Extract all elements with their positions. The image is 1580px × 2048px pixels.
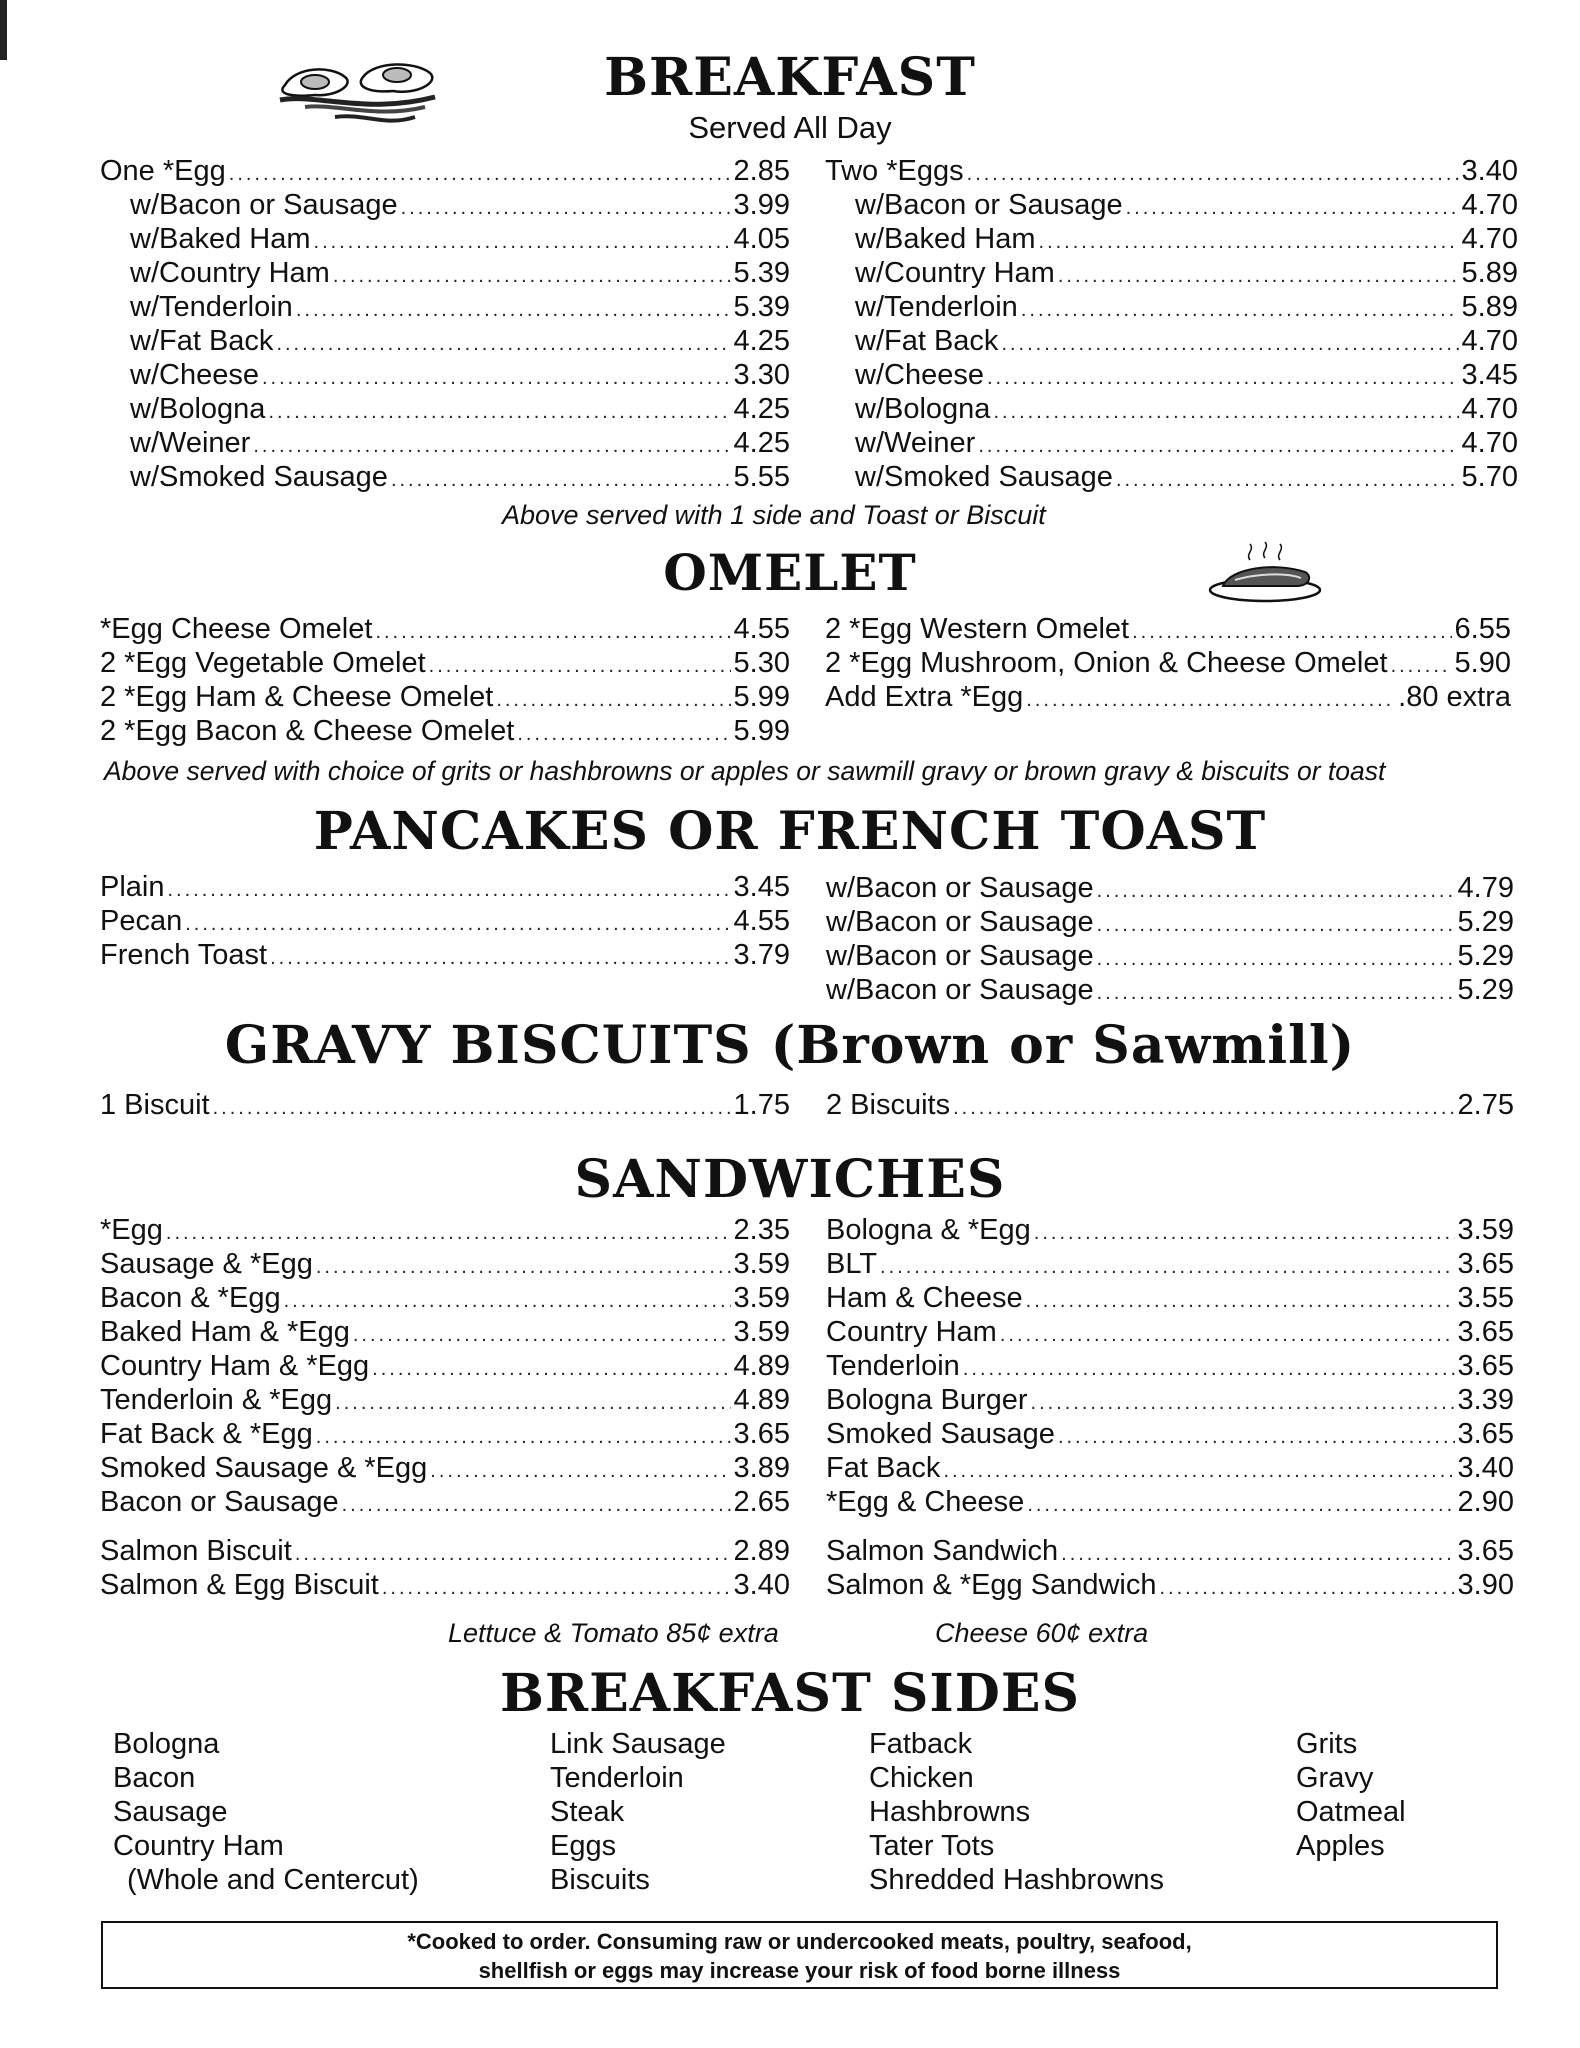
pancakes-right-column <box>826 871 1514 1007</box>
menu-item: French Toast ..... 3.79 <box>100 938 790 972</box>
sides-column-3 <box>869 1727 1164 1897</box>
menu-item: w/Bacon or Sausage ..... 3.99 <box>100 188 790 222</box>
menu-item: Plain ..... 3.45 <box>100 870 790 904</box>
sides-column-4 <box>1296 1727 1406 1863</box>
cheese-note: Cheese 60¢ extra <box>935 1618 1149 1648</box>
menu-item: w/Fat Back ..... 4.25 <box>100 324 790 358</box>
menu-item: w/Smoked Sausage ..... 5.55 <box>100 460 790 494</box>
menu-item: 2 Biscuits ..... 2.75 <box>826 1088 1514 1122</box>
sandwiches-right-column <box>826 1213 1514 1519</box>
side-item: Bologna <box>113 1728 220 1760</box>
side-item: Eggs <box>550 1830 617 1862</box>
food-safety-warning <box>101 1921 1498 1989</box>
warning-line-1: *Cooked to order. Consuming raw or undercooked meats, poultry, seafood, <box>407 1929 1192 1954</box>
menu-item: Tenderloin & *Egg ..... 4.89 <box>100 1383 790 1417</box>
menu-item: Bologna Burger ..... 3.39 <box>826 1383 1514 1417</box>
gravy-left-column <box>100 1088 790 1122</box>
sandwiches-left-column <box>100 1213 790 1519</box>
menu-item: Fat Back ..... 3.40 <box>826 1451 1514 1485</box>
menu-item: w/Tenderloin ..... 5.39 <box>100 290 790 324</box>
side-item: Apples <box>1296 1830 1385 1862</box>
omelet-title: OMELET <box>663 543 917 602</box>
menu-item: w/Cheese ..... 3.30 <box>100 358 790 392</box>
menu-item: w/Weiner ..... 4.25 <box>100 426 790 460</box>
menu-item: One *Egg ..... 2.85 <box>100 154 790 188</box>
gravy-right-column <box>826 1088 1514 1122</box>
menu-item: Smoked Sausage ..... 3.65 <box>826 1417 1514 1451</box>
sides-column-2 <box>550 1727 726 1897</box>
side-item: Chicken <box>869 1762 974 1794</box>
breakfast-sides-title: BREAKFAST SIDES <box>499 1663 1081 1724</box>
salmon-right-column <box>826 1534 1514 1602</box>
side-item: Grits <box>1296 1728 1358 1760</box>
menu-item: 2 *Egg Bacon & Cheese Omelet ..... 5.99 <box>100 714 790 748</box>
menu-item: Add Extra *Egg ..... .80 extra <box>825 680 1511 714</box>
menu-item: w/Bacon or Sausage ..... 5.29 <box>826 939 1514 973</box>
menu-item: Salmon Biscuit ..... 2.89 <box>100 1534 790 1568</box>
side-item: Tenderloin <box>550 1762 684 1794</box>
lettuce-tomato-note: Lettuce & Tomato 85¢ extra <box>448 1618 779 1648</box>
menu-item: Fat Back & *Egg ..... 3.65 <box>100 1417 790 1451</box>
menu-item: 2 *Egg Mushroom, Onion & Cheese Omelet ..... 5.90 <box>825 646 1511 680</box>
menu-item: w/Tenderloin ..... 5.89 <box>825 290 1518 324</box>
menu-item: w/Bologna ..... 4.70 <box>825 392 1518 426</box>
side-item: Bacon <box>113 1762 196 1794</box>
menu-item: Baked Ham & *Egg ..... 3.59 <box>100 1315 790 1349</box>
side-item: (Whole and Centercut) <box>127 1864 419 1896</box>
omelet-note: Above served with choice of grits or hashbrowns or apples or sawmill gravy or brown gravy & biscuits or toast <box>104 756 1386 786</box>
menu-item: w/Smoked Sausage ..... 5.70 <box>825 460 1518 494</box>
side-item: Country Ham <box>113 1830 284 1862</box>
menu-item: w/Cheese ..... 3.45 <box>825 358 1518 392</box>
menu-item: 2 *Egg Western Omelet ..... 6.55 <box>825 612 1511 646</box>
menu-item: w/Bacon or Sausage ..... 4.79 <box>826 871 1514 905</box>
menu-item: w/Baked Ham ..... 4.05 <box>100 222 790 256</box>
menu-item: Smoked Sausage & *Egg ..... 3.89 <box>100 1451 790 1485</box>
side-item: Tater Tots <box>869 1830 995 1862</box>
menu-item: w/Country Ham ..... 5.89 <box>825 256 1518 290</box>
menu-item: w/Fat Back ..... 4.70 <box>825 324 1518 358</box>
menu-item: w/Bologna ..... 4.25 <box>100 392 790 426</box>
omelet-left-column <box>100 612 790 748</box>
side-item: Steak <box>550 1796 625 1828</box>
menu-item: Salmon & Egg Biscuit ..... 3.40 <box>100 1568 790 1602</box>
side-item: Biscuits <box>550 1864 650 1896</box>
sides-column-1 <box>113 1727 419 1897</box>
menu-item: Bacon & *Egg ..... 3.59 <box>100 1281 790 1315</box>
menu-item: Pecan ..... 4.55 <box>100 904 790 938</box>
menu-item: w/Baked Ham ..... 4.70 <box>825 222 1518 256</box>
breakfast-title: BREAKFAST <box>604 47 976 108</box>
salmon-left-column <box>100 1534 790 1602</box>
breakfast-note: Above served with 1 side and Toast or Biscuit <box>502 500 1046 530</box>
warning-line-2: shellfish or eggs may increase your risk of food borne illness <box>478 1958 1121 1983</box>
breakfast-subtitle: Served All Day <box>688 110 892 145</box>
menu-item: Country Ham ..... 3.65 <box>826 1315 1514 1349</box>
gravy-biscuits-title: GRAVY BISCUITS (Brown or Sawmill) <box>224 1015 1356 1076</box>
menu-item: Bacon or Sausage ..... 2.65 <box>100 1485 790 1519</box>
menu-item: w/Bacon or Sausage ..... 4.70 <box>825 188 1518 222</box>
menu-item: w/Country Ham ..... 5.39 <box>100 256 790 290</box>
menu-item: 2 *Egg Ham & Cheese Omelet ..... 5.99 <box>100 680 790 714</box>
menu-item: w/Weiner ..... 4.70 <box>825 426 1518 460</box>
sandwiches-title: SANDWICHES <box>574 1149 1006 1210</box>
breakfast-left-column <box>100 154 790 494</box>
menu-item: BLT ..... 3.65 <box>826 1247 1514 1281</box>
pancakes-title: PANCAKES OR FRENCH TOAST <box>313 801 1267 862</box>
edge-mark <box>0 0 7 60</box>
menu-item: 1 Biscuit ..... 1.75 <box>100 1088 790 1122</box>
menu-item: *Egg Cheese Omelet ..... 4.55 <box>100 612 790 646</box>
omelet-plate-icon <box>1205 540 1325 606</box>
menu-item: Tenderloin ..... 3.65 <box>826 1349 1514 1383</box>
menu-item: Salmon Sandwich ..... 3.65 <box>826 1534 1514 1568</box>
side-item: Gravy <box>1296 1762 1374 1794</box>
omelet-right-column <box>825 612 1511 714</box>
menu-item: *Egg & Cheese ..... 2.90 <box>826 1485 1514 1519</box>
side-item: Shredded Hashbrowns <box>869 1864 1165 1896</box>
menu-item: w/Bacon or Sausage ..... 5.29 <box>826 973 1514 1007</box>
menu-item: Country Ham & *Egg ..... 4.89 <box>100 1349 790 1383</box>
menu-item: w/Bacon or Sausage ..... 5.29 <box>826 905 1514 939</box>
menu-item: Sausage & *Egg ..... 3.59 <box>100 1247 790 1281</box>
breakfast-right-column <box>825 154 1518 494</box>
menu-item: Bologna & *Egg ..... 3.59 <box>826 1213 1514 1247</box>
pancakes-left-column <box>100 870 790 972</box>
menu-item: *Egg ..... 2.35 <box>100 1213 790 1247</box>
side-item: Hashbrowns <box>869 1796 1031 1828</box>
side-item: Oatmeal <box>1296 1796 1406 1828</box>
menu-item: Two *Eggs ..... 3.40 <box>825 154 1518 188</box>
menu-item: 2 *Egg Vegetable Omelet ..... 5.30 <box>100 646 790 680</box>
side-item: Link Sausage <box>550 1728 726 1760</box>
menu-item: Ham & Cheese ..... 3.55 <box>826 1281 1514 1315</box>
side-item: Fatback <box>869 1728 973 1760</box>
side-item: Sausage <box>113 1796 228 1828</box>
menu-item: Salmon & *Egg Sandwich ..... 3.90 <box>826 1568 1514 1602</box>
